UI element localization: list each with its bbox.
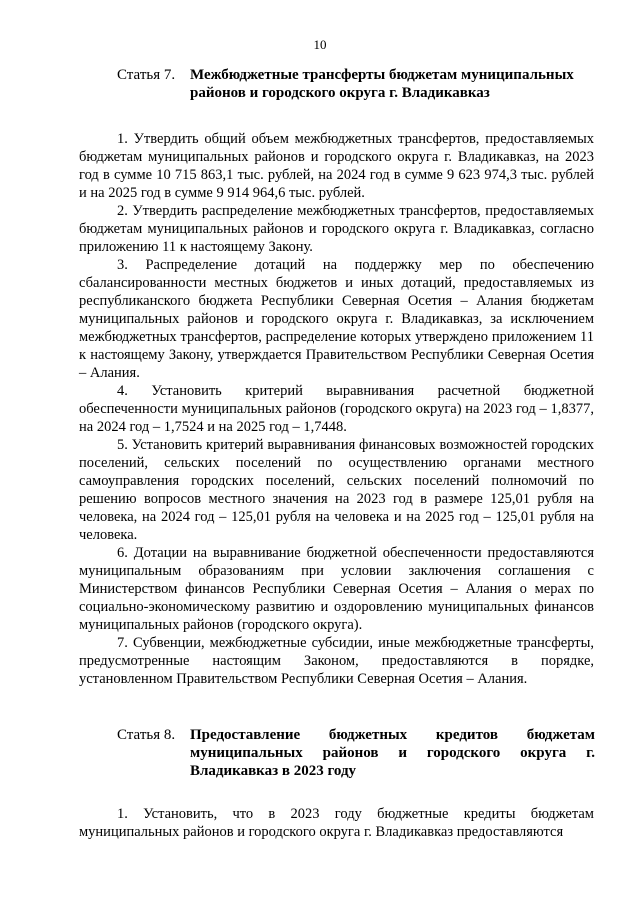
page-number: 10	[313, 37, 327, 52]
article-8-label: Статья 8.	[117, 727, 176, 743]
article-8-title: Предоставление бюджетных кредитов бюджетам муниципальных районов и городского округа г. Владикавказ в 2023 году	[190, 727, 595, 779]
article-8-body	[79, 805, 594, 841]
article-7-paragraph-5: 5. Установить критерий выравнивания финансовых возможностей городских поселений, сельских поселений по осуществлению органами местного самоуправления городских поселений, сельских поселений полномочий по решению вопросов местного значения на 2023 год в размере 125,01 рубля на человека, на 2024 год – 125,01 рубля на человека и на 2025 год – 125,01 рубля на человека.	[79, 437, 594, 543]
article-7-title: Межбюджетные трансферты бюджетам муниципальных районов и городского округа г. Владикавказ	[190, 67, 574, 101]
article-7-label: Статья 7.	[117, 67, 176, 83]
article-7-paragraph-6: 6. Дотации на выравнивание бюджетной обеспеченности предоставляются муниципальным образованиям при условии заключения соглашения с Министерством финансов Республики Северная Осетия – Алания о мерах по социально-экономическому развитию и оздоровлению муниципальных финансов муниципальных районов (городского округа).	[79, 545, 594, 633]
article-8-heading	[117, 726, 595, 786]
article-7-paragraph-2: 2. Утвердить распределение межбюджетных трансфертов, предоставляемых бюджетам муниципальных районов и городского округа г. Владикавказ, согласно приложению 11 к настоящему Закону.	[79, 203, 594, 255]
article-7-paragraph-3: 3. Распределение дотаций на поддержку мер по обеспечению сбалансированности местных бюджетов и иных дотаций, предоставляемых из республиканского бюджета Республики Северная Осетия – Алания бюджетам муниципальных районов и городского округа г. Владикавказ, за исключением межбюджетных трансфертов, распределение которых утверждено приложением 11 к настоящему Закону, утверждается Правительством Республики Северная Осетия – Алания.	[79, 257, 594, 381]
article-7-body	[79, 130, 594, 688]
article-7-paragraph-7: 7. Субвенции, межбюджетные субсидии, иные межбюджетные трансферты, предусмотренные настоящим Законом, предоставляются в порядке, установленном Правительством Республики Северная Осетия – Алания.	[79, 635, 594, 687]
article-8-paragraph-1: 1. Установить, что в 2023 году бюджетные кредиты бюджетам муниципальных районов и городского округа г. Владикавказ предоставляются	[79, 806, 594, 840]
article-7-heading	[117, 66, 595, 106]
article-7-paragraph-1: 1. Утвердить общий объем межбюджетных трансфертов, предоставляемых бюджетам муниципальных районов и городского округа г. Владикавказ, на 2023 год в сумме 10 715 863,1 тыс. рублей, на 2024 год в сумме 9 623 974,3 тыс. рублей и на 2025 год в сумме 9 914 964,6 тыс. рублей.	[79, 131, 594, 201]
article-7-paragraph-4: 4. Установить критерий выравнивания расчетной бюджетной обеспеченности муниципальных районов (городского округа) на 2023 год – 1,8377, на 2024 год – 1,7524 и на 2025 год – 1,7448.	[79, 383, 594, 435]
